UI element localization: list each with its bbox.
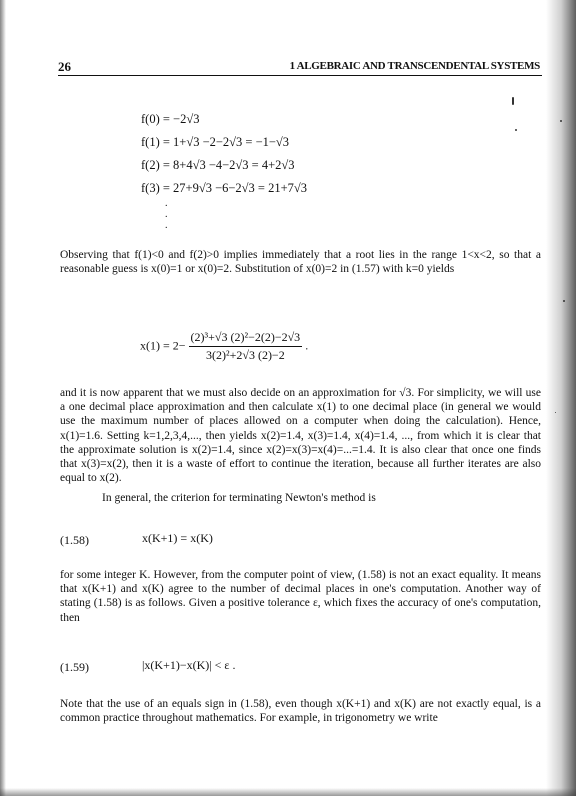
equation-label-1-59: (1.59) (60, 660, 89, 674)
running-head: 1 ALGEBRAIC AND TRANSCENDENTAL SYSTEMS (289, 60, 540, 72)
function-values (141, 108, 307, 200)
equation-1-58: x(K+1) = x(K) (142, 531, 213, 545)
scan-shadow-left (0, 0, 6, 796)
page-header (58, 59, 542, 75)
paragraph-approximation: and it is now apparent that we must also decide on an approximation for √3. For simplicity, we will use a one decimal place approximation and then calculate x(1) to one decimal place (in general we would use the maximum number of places allowed on a computer when doing the calculation). Hence, x(1)=1.6. Setting k=1,2,3,4,..., then yields x(2)=1.4, x(3)=1.4, x(4)=1.4, ..., from which it is clear that the approximate solution is x(2)=1.4, since x(2)=x(3)=x(4)=...=1.4. It is also clear that once one finds that x(3)=x(2), then it is a waste of effort to continue the iteration, because all further iterates are also equal to x(2). (60, 387, 541, 485)
equation-label-1-58: (1.58) (60, 533, 89, 547)
equation-1-59: |x(K+1)−x(K)| < ε . (142, 658, 236, 672)
page-number: 26 (58, 59, 71, 74)
equation-line: f(0) = −2√3 (141, 112, 200, 126)
display-eq-lhs: x(1) = 2− (140, 338, 186, 353)
display-eq-fraction (189, 330, 303, 363)
paragraph-criterion: In general, the criterion for terminating Newton's method is (102, 492, 376, 504)
paragraph-note: Note that the use of an equals sign in (1.58), even though x(K+1) and x(K) are not exactly equal, is a common practice throughout mathematics. For example, in trigonometry we write (60, 698, 541, 725)
display-eq-denominator: 3(2)²+2√3 (2)−2 (189, 346, 303, 363)
paragraph-integer-k: for some integer K. However, from the computer point of view, (1.58) is not an exact equality. It means that x(K+1) and x(K) agree to the number of decimal places in one's computation. Another way of stating (1.58) is as follows. Given a positive tolerance ε, which fixes the accuracy of one's computation, then (60, 569, 541, 624)
scan-shadow-bottom (0, 788, 576, 796)
equation-line: f(1) = 1+√3 −2−2√3 = −1−√3 (141, 135, 290, 149)
display-eq-period: . (305, 338, 309, 353)
display-eq-numerator: (2)³+√3 (2)²−2(2)−2√3 (190, 330, 301, 344)
header-rule (58, 75, 542, 76)
continuation-dots: . . . (165, 198, 168, 231)
paragraph-observation: Observing that f(1)<0 and f(2)>0 implies immediately that a root lies in the range 1<x<2, so that a reasonable guess is x(0)=1 or x(0)=2. Substitution of x(0)=2 in (1.57) with k=0 yields (60, 249, 541, 276)
display-equation (140, 330, 308, 363)
equation-line: f(2) = 8+4√3 −4−2√3 = 4+2√3 (141, 158, 295, 172)
equation-line: f(3) = 27+9√3 −6−2√3 = 21+7√3 (141, 181, 307, 195)
